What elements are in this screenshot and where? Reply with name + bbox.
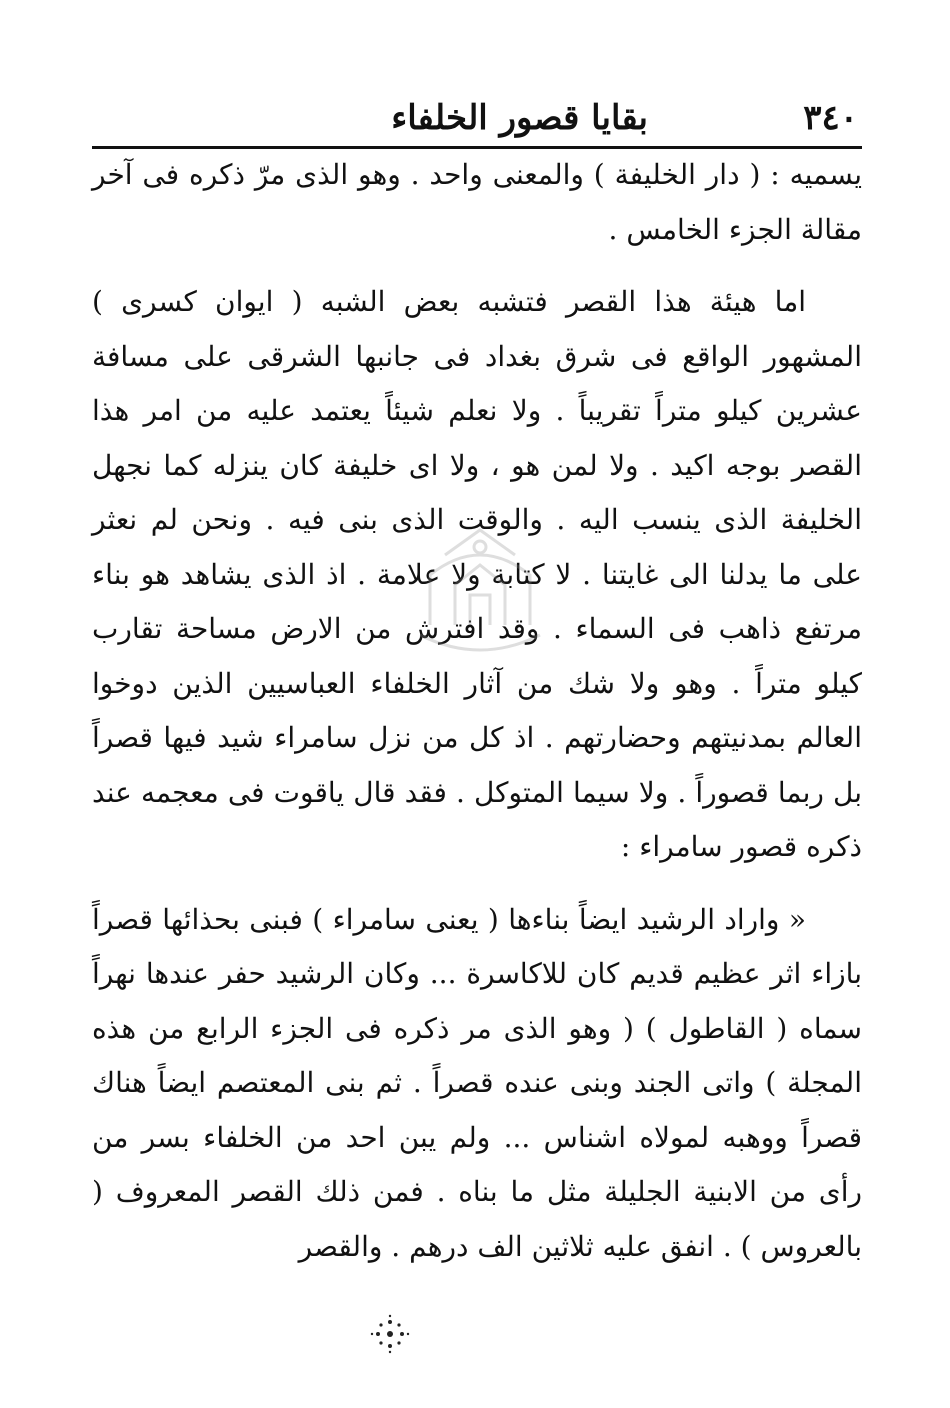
paragraph-3: « واراد الرشيد ايضاً بناءها ( يعنى سامراء ) فبنى بحذائها قصراً بازاء اثر عظيم قديم كان للاكاسرة ... وكان الرشيد حفر عندها نهراً سماه ( القاطول ) ( وهو الذى مر ذكره فى الجزء الرابع من هذه المجلة ) واتى الجند وبنى عنده قصراً . ثم بنى المعتصم ايضاً هناك قصراً ووهبه لمولاه اشناس ... ولم يبن احد من الخلفاء بسر من رأى من الابنية الجليلة مثل ما بناه . فمن ذلك القصر المعروف ( بالعروس ) . انفق عليه ثلاثين الف درهم . والقصر [92,902,862,1263]
paragraph-1: يسميه : ( دار الخليفة ) والمعنى واحد . وهو الذى مرّ ذكره فى آخر مقالة الجزء الخامس . [92,158,862,246]
page-header [90,92,858,144]
page-number: ٣٤٠ [803,98,858,138]
body-text [92,148,862,1274]
paragraph-2: اما هيئة هذا القصر فتشبه بعض الشبه ( ايوان كسرى ) المشهور الواقع فى شرق بغداد فى جانبها الشرقى على مسافة عشرين كيلو متراً تقريباً . ولا نعلم شيئاً يعتمد عليه من امر هذا القصر بوجه اكيد . ولا لمن هو ، ولا اى خليفة كان ينزله كما نجهل الخليفة الذى ينسب اليه . والوقت الذى بنى فيه . ونحن لم نعثر على ما يدلنا الى غايتنا . لا كتابة ولا علامة . اذ الذى يشاهد هو بناء مرتفع ذاهب فى السماء . وقد افترش من الارض مساحة تقارب كيلو متراً . وهو ولا شك من آثار الخلفاء العباسيين الذين دوخوا العالم بمدنيتهم وحضارتهم . اذ كل من نزل سامراء شيد فيها قصراً بل ربما قصوراً . ولا سيما المتوكل . فقد قال ياقوت فى معجمه عند ذكره قصور سامراء : [92,285,862,863]
running-title: بقايا قصور الخلفاء [391,98,648,138]
institution-seal-icon [400,515,560,665]
page-end-ornament-icon [368,1312,412,1356]
